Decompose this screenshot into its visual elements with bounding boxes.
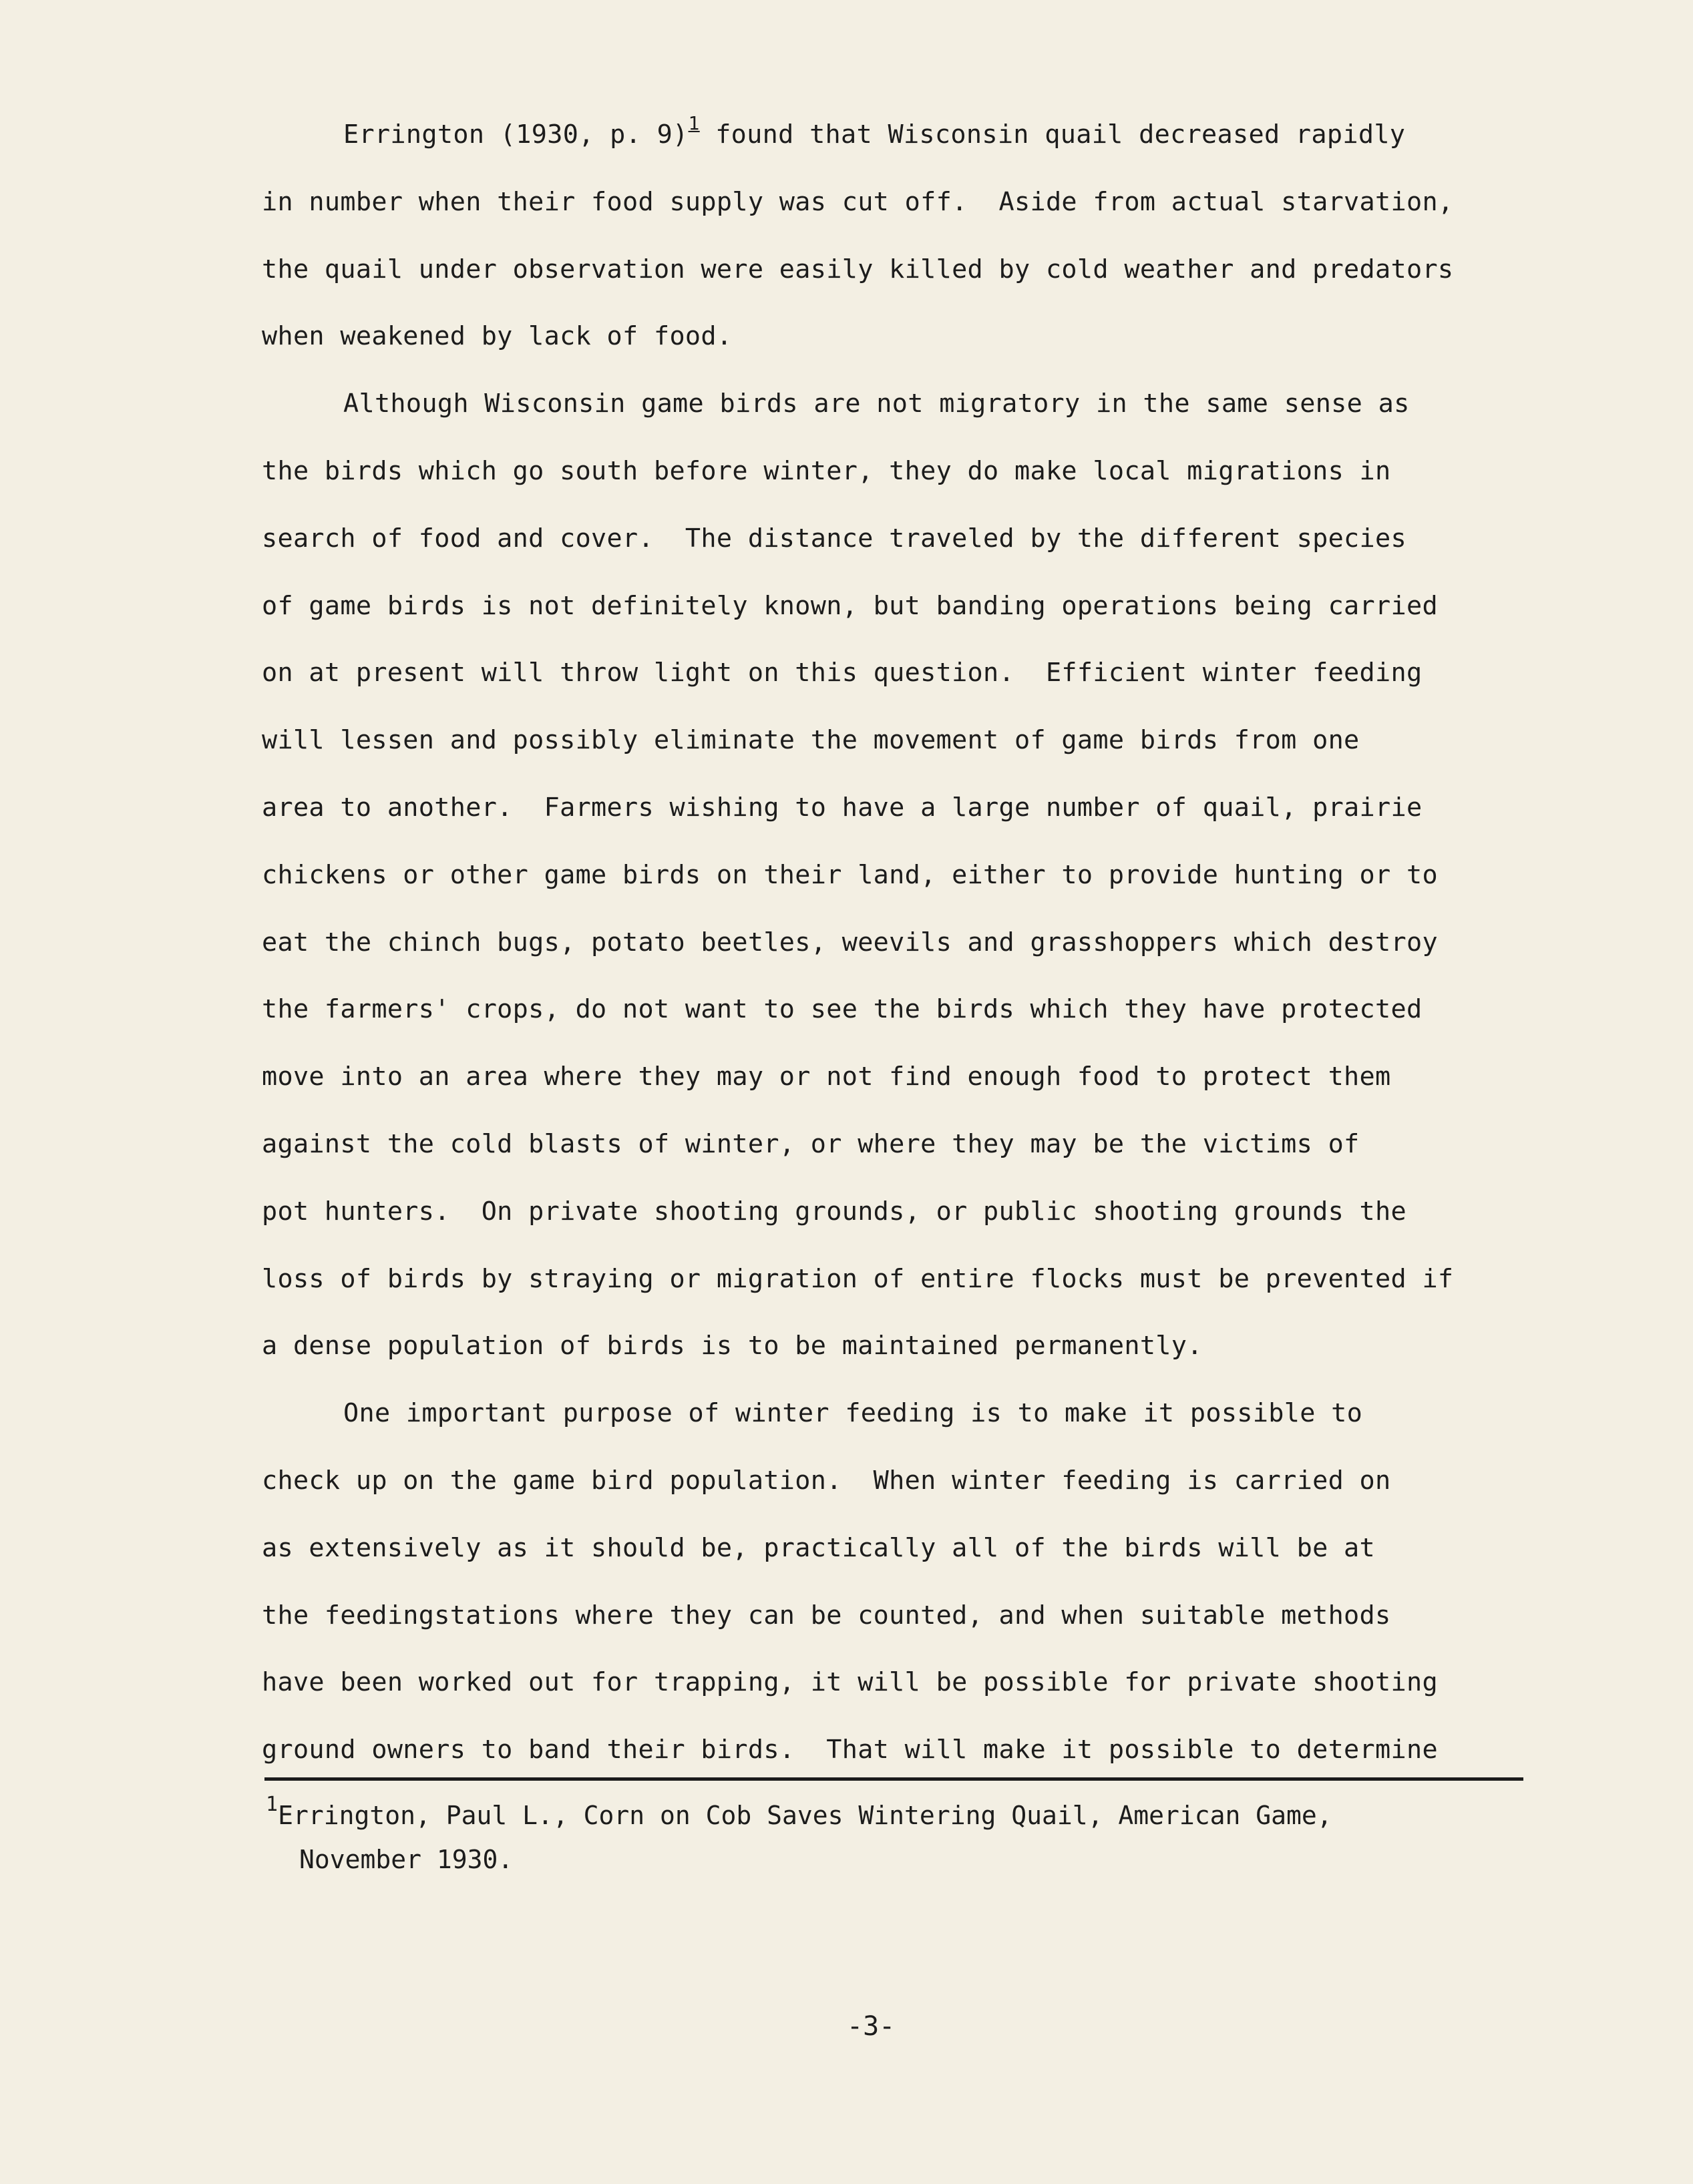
footnote-mark: 1: [266, 1793, 278, 1816]
text-line: One important purpose of winter feeding is to make it possible to: [343, 1398, 1363, 1429]
footnote-divider: [264, 1777, 1523, 1781]
page-number: -3-: [847, 2011, 896, 2042]
line-text: Errington (1930, p. 9): [343, 120, 689, 150]
text-line: chickens or other game birds on their land, either to provide hunting or to: [262, 859, 1438, 890]
text-line: eat the chinch bugs, potato beetles, weevils and grasshoppers which destroy: [262, 927, 1438, 957]
text-line: the quail under observation were easily killed by cold weather and predators: [262, 254, 1454, 284]
text-line: will lessen and possibly eliminate the movement of game birds from one: [262, 725, 1360, 756]
text-line: the feedingstations where they can be counted, and when suitable methods: [262, 1600, 1391, 1630]
body-text: [262, 112, 1584, 1795]
text-line: when weakened by lack of food.: [262, 321, 733, 352]
text-line: as extensively as it should be, practically all of the birds will be at: [262, 1532, 1376, 1563]
text-line: a dense population of birds is to be maintained permanently.: [262, 1331, 1203, 1361]
text-line: against the cold blasts of winter, or where they may be the victims of: [262, 1128, 1360, 1159]
line-text-rest: found that Wisconsin quail decreased rapidly: [699, 120, 1406, 150]
footnote-reference: 1: [688, 112, 700, 135]
footnote: [266, 1795, 1535, 1880]
text-line: on at present will throw light on this question. Efficient winter feeding: [262, 658, 1423, 688]
text-line: check up on the game bird population. When winter feeding is carried on: [262, 1465, 1391, 1496]
text-line: have been worked out for trapping, it will be possible for private shooting: [262, 1667, 1438, 1698]
text-line: area to another. Farmers wishing to have a large number of quail, prairie: [262, 792, 1423, 823]
footnote-text: Errington, Paul L., Corn on Cob Saves Wintering Quail, American Game,: [278, 1801, 1332, 1830]
text-line: [262, 112, 1584, 180]
text-line: move into an area where they may or not find enough food to protect them: [262, 1062, 1391, 1092]
text-line: loss of birds by straying or migration of entire flocks must be prevented if: [262, 1263, 1454, 1294]
text-line: ground owners to band their birds. That will make it possible to determine: [262, 1735, 1438, 1765]
text-line: Although Wisconsin game birds are not migratory in the same sense as: [343, 389, 1410, 419]
text-line: in number when their food supply was cut off. Aside from actual starvation,: [262, 186, 1454, 217]
text-line: the birds which go south before winter, they do make local migrations in: [262, 455, 1391, 486]
text-line: the farmers' crops, do not want to see the birds which they have protected: [262, 994, 1423, 1025]
text-line: pot hunters. On private shooting grounds, or public shooting grounds the: [262, 1196, 1406, 1227]
text-line: of game birds is not definitely known, but banding operations being carried: [262, 590, 1438, 621]
footnote-text-continued: November 1930.: [299, 1845, 514, 1874]
text-line: search of food and cover. The distance traveled by the different species: [262, 523, 1406, 554]
